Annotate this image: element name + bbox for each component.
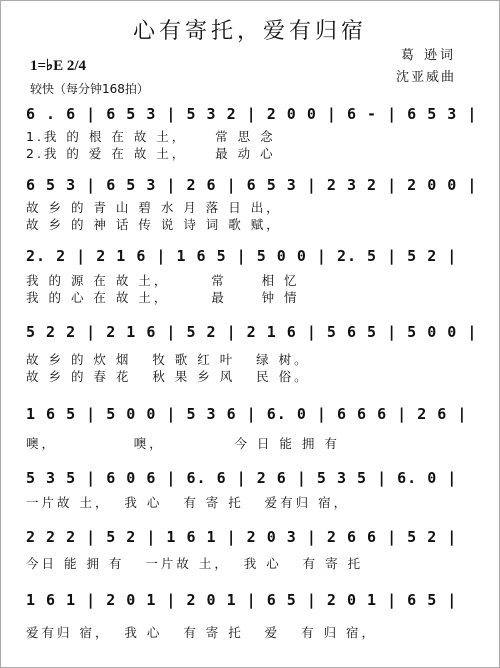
tempo-marking: 较快（每分钟168拍） — [30, 82, 149, 96]
lyric-line: 故 乡 的 春 花 秋 果 乡 风 民 俗。 — [26, 369, 310, 384]
lyric-line: 今日 能 拥 有 一片故 土， 我 心 有 寄 托 — [26, 556, 364, 571]
lyric-line: 故 乡 的 青 山 碧 水 月 落 日 出， — [26, 200, 282, 215]
composer-credit: 沈亚威曲 — [395, 70, 456, 85]
lyric-line: 1.我 的 根 在 故 土， 常 思 念 — [26, 129, 276, 144]
notation-line: 6 5 3 | 6 5 3 | 2 6 | 6 5 3 | 2 3 2 | 2 0 0 | — [26, 176, 478, 194]
key-signature: 1=♭E 2/4 — [30, 58, 87, 74]
lyric-line: 我 的 源 在 故 土， 常 相 忆 — [26, 273, 300, 288]
lyric-line: 故 乡 的 神 话 传 说 诗 词 歌 赋， — [26, 217, 282, 232]
notation-line: 6 . 6 | 6 5 3 | 5 3 2 | 2 0 0 | 6 - | 6 5 3 | — [26, 105, 478, 123]
lyric-line: 爱有归 宿， 我 心 有 寄 托 爱 有 归 宿， — [26, 625, 378, 640]
notation-line: 2 2 2 | 5 2 | 1 6 1 | 2 0 3 | 2 6 6 | 5 2 | — [26, 528, 458, 546]
lyric-line: 2.我 的 爱 在 故 土， 最 动 心 — [26, 146, 276, 161]
song-title: 心有寄托，爱有归宿 — [132, 19, 367, 44]
lyricist-credit: 葛 逊词 — [400, 48, 456, 63]
notation-line: 2. 2 | 2 1 6 | 1 6 5 | 5 0 0 | 2. 5 | 5 2 | — [26, 247, 458, 265]
notation-line: 5 3 5 | 6 0 6 | 6. 6 | 2 6 | 5 3 5 | 6. 0 | — [26, 469, 458, 487]
lyric-line: 我 的 心 在 故 土， 最 钟 情 — [26, 290, 300, 305]
lyric-line: 故 乡 的 炊 烟 牧 歌 红 叶 绿 树。 — [26, 352, 310, 367]
notation-line: 5 2 2 | 2 1 6 | 5 2 | 2 1 6 | 5 6 5 | 5 0 0 | — [26, 323, 478, 341]
notation-line: 1 6 5 | 5 0 0 | 5 3 6 | 6. 0 | 6 6 6 | 2 6 | — [26, 405, 468, 423]
notation-line: 1 6 1 | 2 0 1 | 2 0 1 | 6 5 | 2 0 1 | 6 5 | — [26, 591, 458, 609]
lyric-line: 一片故 土， 我 心 有 寄 托 爱有归 宿， — [26, 495, 350, 510]
lyric-line: 噢， 噢， 今 日 能 拥 有 — [26, 436, 340, 451]
